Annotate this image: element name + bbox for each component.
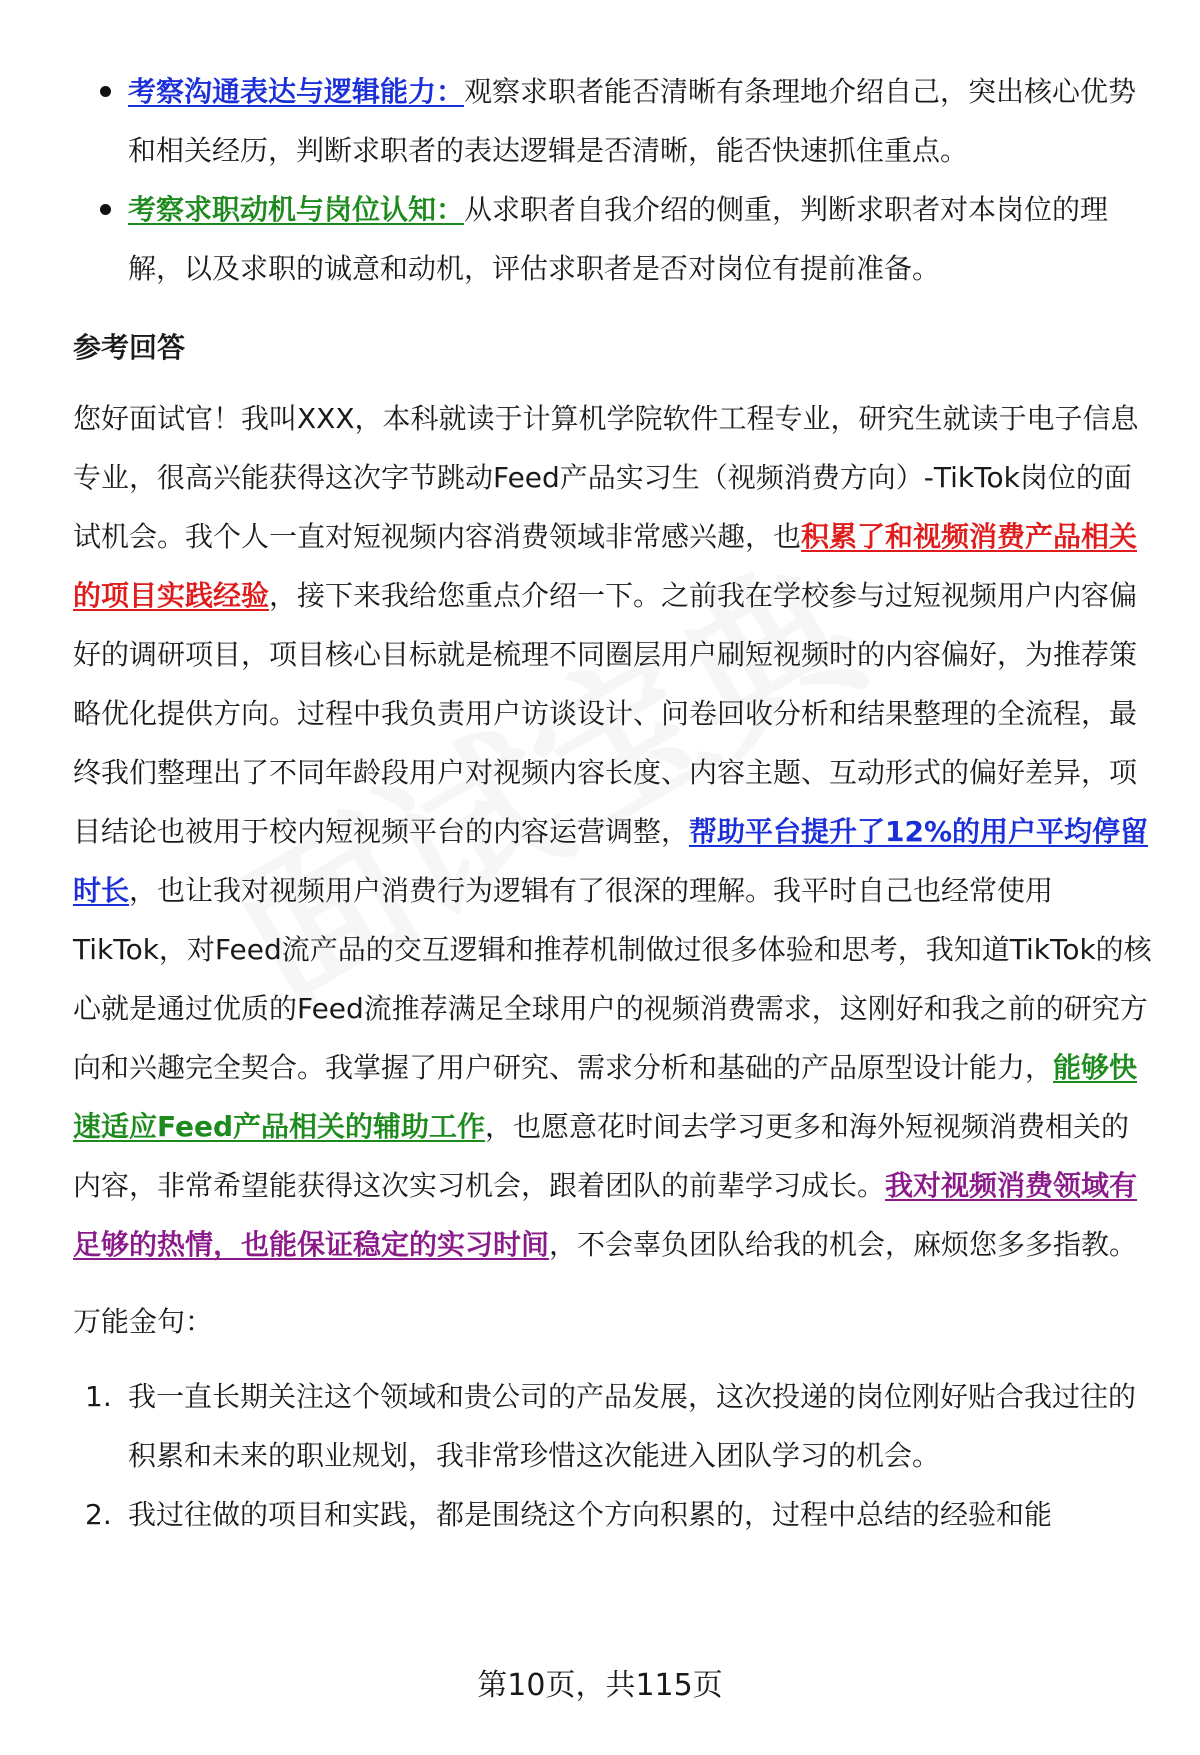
bullet-item	[73, 62, 1153, 180]
answer-highlight: 我对视频消费领域有足够的热情，也能保证稳定的实习时间	[73, 1169, 1138, 1261]
assessment-bullets	[73, 62, 1153, 298]
reference-answer	[73, 389, 1153, 1274]
bullet-text: 观察求职者能否清晰有条理地介绍自己，突出核心优势和相关经历，判断求职者的表达逻辑是否清晰，能否快速抓住重点。	[128, 75, 1137, 167]
list-text: 我过往做的项目和实践，都是围绕这个方向积累的，过程中总结的经验和能	[128, 1498, 1053, 1531]
answer-highlight: 帮助平台提升了12%的用户平均停留时长	[73, 815, 1149, 907]
answer-text: ，也让我对视频用户消费行为逻辑有了很深的理解。我平时自己也经常使用TikTok，对Feed流产品的交互逻辑和推荐机制做过很多体验和思考，我知道TikTok的核心就是通过优质的Feed流推荐满足全球用户的视频消费需求，这刚好和我之前的研究方向和兴趣完全契合。我掌握了用户研究、需求分析和基础的产品原型设计能力，	[73, 874, 1152, 1084]
answer-text: ，接下来我给您重点介绍一下。之前我在学校参与过短视频用户内容偏好的调研项目，项目核心目标就是梳理不同圈层用户刷短视频时的内容偏好，为推荐策略优化提供方向。过程中我负责用户访谈设计、问卷回收分析和结果整理的全流程，最终我们整理出了不同年龄段用户对视频内容长度、内容主题、互动形式的偏好差异，项目结论也被用于校内短视频平台的内容运营调整，	[73, 579, 1138, 848]
answer-text: ，也愿意花时间去学习更多和海外短视频消费相关的内容，非常希望能获得这次实习机会，跟着团队的前辈学习成长。	[73, 1110, 1130, 1202]
reference-heading: 参考回答	[73, 331, 186, 364]
answer-highlight: 积累了和视频消费产品相关的项目实践经验	[73, 520, 1138, 612]
bullet-text: 从求职者自我介绍的侧重，判断求职者对本岗位的理解，以及求职的诚意和动机，评估求职者是否对岗位有提前准备。	[128, 193, 1109, 285]
answer-text: 您好面试官！我叫XXX，本科就读于计算机学院软件工程专业，研究生就读于电子信息专业，很高兴能获得这次字节跳动Feed产品实习生（视频消费方向）-TikTok岗位的面试机会。我个人一直对短视频内容消费领域非常感兴趣，也	[73, 402, 1139, 553]
answer-text: ，不会辜负团队给我的机会，麻烦您多多指教。	[549, 1228, 1138, 1261]
golden-title: 万能金句：	[73, 1305, 214, 1338]
answer-highlight: 能够快速适应Feed产品相关的辅助工作	[73, 1051, 1138, 1143]
golden-list	[73, 1367, 1153, 1544]
list-number: 1.	[85, 1380, 112, 1413]
list-text: 我一直长期关注这个领域和贵公司的产品发展，这次投递的岗位刚好贴合我过往的积累和未来的职业规划，我非常珍惜这次能进入团队学习的机会。	[128, 1380, 1137, 1472]
list-item	[73, 1485, 1153, 1544]
list-number: 2.	[85, 1498, 112, 1531]
page-content	[73, 62, 1153, 1544]
page-footer: 第10页，共115页	[477, 1668, 723, 1703]
bullet-label: 考察沟通表达与逻辑能力：	[128, 75, 465, 108]
list-item	[73, 1367, 1153, 1485]
bullet-item	[73, 180, 1153, 298]
bullet-label: 考察求职动机与岗位认知：	[128, 193, 465, 226]
